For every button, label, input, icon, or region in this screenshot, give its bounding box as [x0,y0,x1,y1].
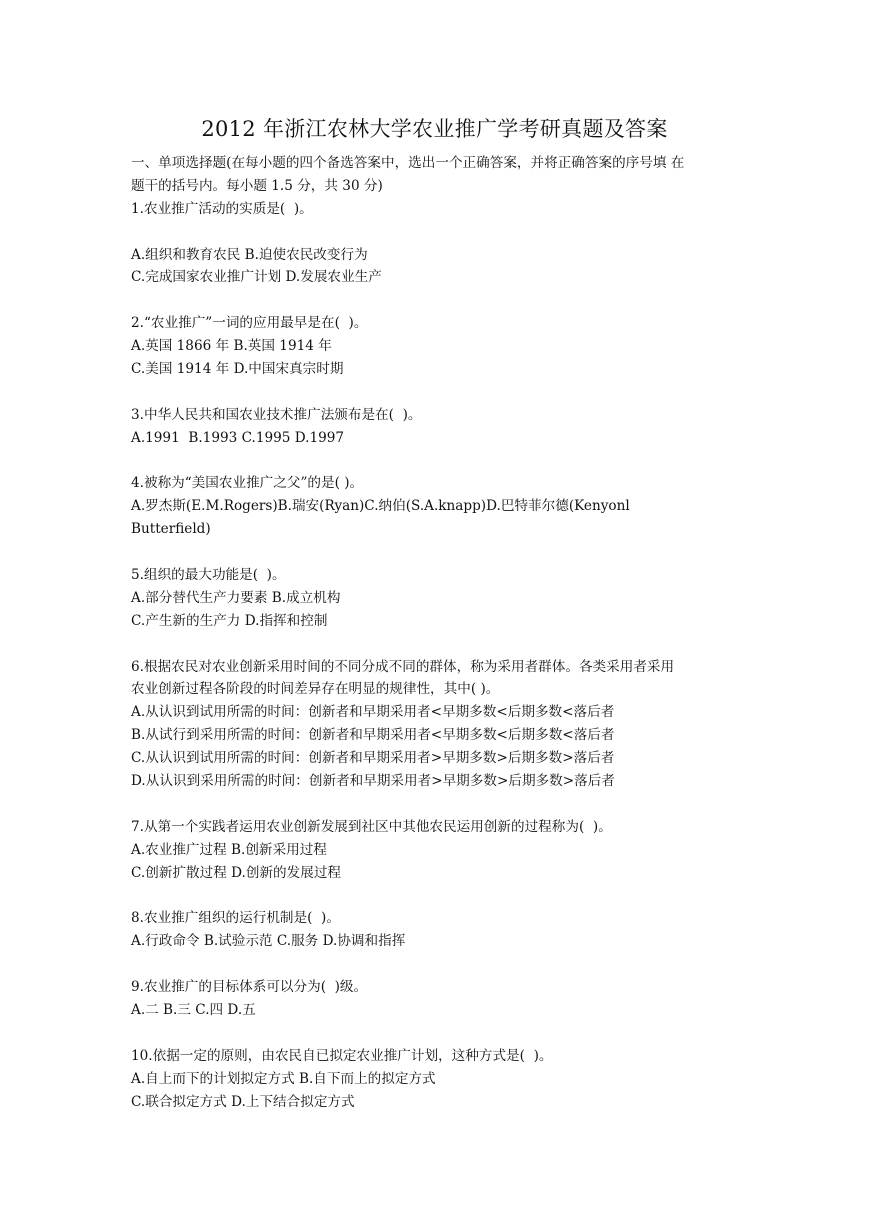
question-option: A.农业推广过程 B.创新采用过程 [131,841,327,858]
question-option: Butterfield) [131,521,211,538]
question-option: A.部分替代生产力要素 B.成立机构 [131,589,341,606]
question-option: A.1991 B.1993 C.1995 D.1997 [131,429,345,446]
question-option: A.二 B.三 C.四 D.五 [131,1001,256,1018]
question-stem: 3.中华人民共和国农业技术推广法颁布是在( )。 [131,406,422,423]
question-stem: 2.“农业推广”一词的应用最早是在( )。 [131,315,368,332]
question-option: B.从试行到采用所需的时间：创新者和早期采用者<早期多数<后期多数<落后者 [131,727,615,744]
question-option: D.从认识到采用所需的时间：创新者和早期采用者>早期多数>后期多数>落后者 [131,773,615,790]
question-option: C.产生新的生产力 D.指挥和控制 [131,612,328,629]
question-option: A.罗杰斯(E.M.Rogers)B.瑞安(Ryan)C.纳伯(S.A.knapp)D.巴特菲尔德(Kenyonl [131,498,630,515]
document-title: 2012 年浙江农林大学农业推广学考研真题及答案 [201,117,668,141]
question-option: A.自上而下的计划拟定方式 B.自下而上的拟定方式 [131,1070,436,1087]
document-body [131,152,751,1113]
question-option: A.英国 1866 年 B.英国 1914 年 [131,338,332,355]
question-option: C.创新扩散过程 D.创新的发展过程 [131,864,342,881]
question-option: C.完成国家农业推广计划 D.发展农业生产 [131,269,382,286]
question-stem: 1.农业推广活动的实质是( )。 [131,200,313,217]
question-7 [131,816,751,885]
question-stem: 8.农业推广组织的运行机制是( )。 [131,910,340,927]
question-5 [131,564,751,633]
section-header-line: 一、单项选择题(在每小题的四个备选答案中，选出一个正确答案，并将正确答案的序号填 在 [131,155,685,171]
section-header-line: 题干的括号内。每小题 1.5 分，共 30 分) [131,177,383,194]
question-9 [131,976,751,1022]
question-stem: 农业创新过程各阶段的时间差异存在明显的规律性，其中( )。 [131,681,500,698]
question-option: A.从认识到试用所需的时间：创新者和早期采用者<早期多数<后期多数<落后者 [131,704,615,721]
question-8 [131,907,751,953]
question-stem: 6.根据农民对农业创新采用时间的不同分成不同的群体，称为采用者群体。各类采用者采用 [131,658,675,675]
question-3 [131,404,751,450]
question-stem: 9.农业推广的目标体系可以分为( )级。 [131,979,368,996]
question-option: C.联合拟定方式 D.上下结合拟定方式 [131,1093,355,1110]
question-1 [131,198,751,290]
question-6 [131,656,751,793]
question-10 [131,1045,751,1114]
question-stem: 5.组织的最大功能是( )。 [131,567,286,584]
question-option: A.组织和教育农民 B.迫使农民改变行为 [131,246,368,263]
question-stem: 7.从第一个实践者运用农业创新发展到社区中其他农民运用创新的过程称为( )。 [131,818,612,835]
question-option: A.行政命令 B.试验示范 C.服务 D.协调和指挥 [131,933,406,950]
question-option: C.美国 1914 年 D.中国宋真宗时期 [131,361,344,378]
question-stem: 4.被称为“美国农业推广之父”的是( )。 [131,475,364,492]
question-2 [131,312,751,381]
question-4 [131,472,751,541]
question-stem: 10.依据一定的原则，由农民自已拟定农业推广计划，这种方式是( )。 [131,1047,553,1064]
question-option: C.从认识到试用所需的时间：创新者和早期采用者>早期多数>后期多数>落后者 [131,750,615,767]
